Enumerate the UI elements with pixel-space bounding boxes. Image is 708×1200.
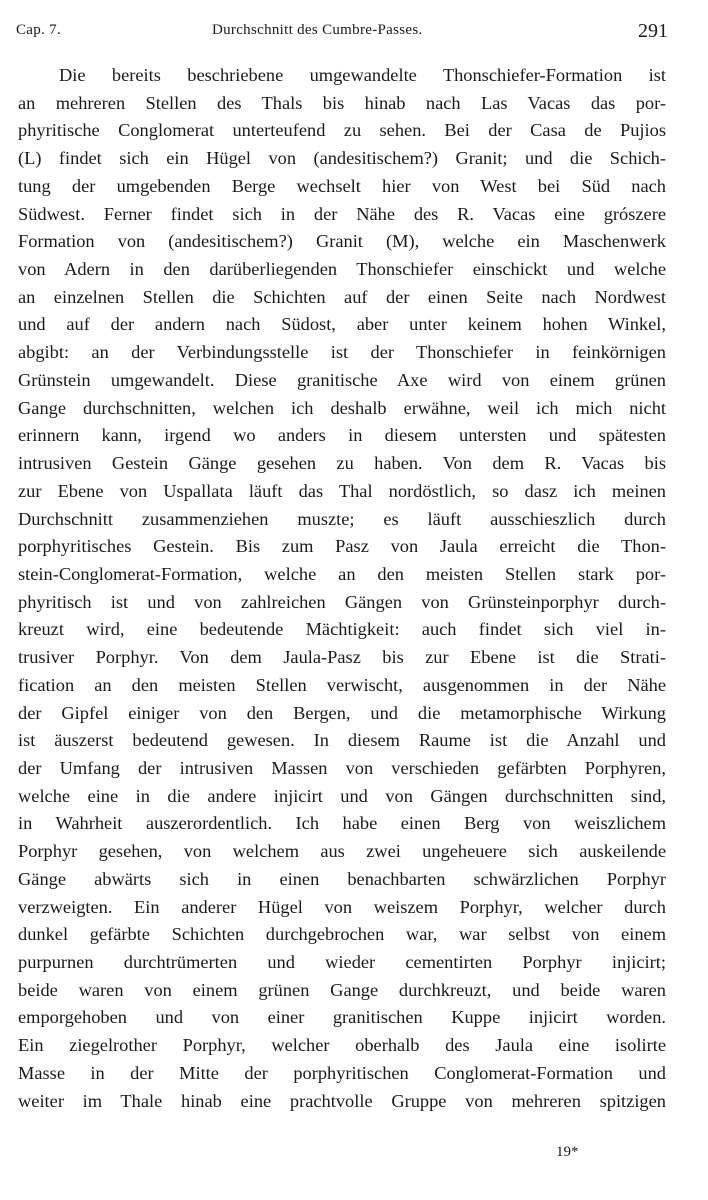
text-line: stein-Conglomerat-Formation, welche an den meisten Stellen stark por- (18, 563, 666, 584)
text-line: trusiver Porphyr. Von dem Jaula-Pasz bis zur Ebene ist die Strati- (18, 647, 666, 668)
text-line: Gänge abwärts sich in einen benachbarten schwärzlichen Porphyr (18, 868, 666, 889)
page-number: 291 (638, 20, 668, 42)
text-line: (L) findet sich ein Hügel von (andesitischem?) Granit; und die Schich- (18, 148, 666, 169)
text-line: fication an den meisten Stellen verwischt, ausgenommen in der Nähe (18, 674, 666, 695)
text-line: verzweigten. Ein anderer Hügel von weiszem Porphyr, welcher durch (18, 896, 666, 917)
text-line: Die bereits beschriebene umgewandelte Thonschiefer-Formation ist (59, 65, 666, 85)
text-line: Südwest. Ferner findet sich in der Nähe des R. Vacas eine grószere (18, 203, 666, 224)
text-line: intrusiven Gestein Gänge gesehen zu haben. Von dem R. Vacas bis (18, 453, 666, 474)
text-line: phyritisch ist und von zahlreichen Gängen von Grünsteinporphyr durch- (18, 591, 666, 612)
text-line: porphyritisches Gestein. Bis zum Pasz von Jaula erreicht die Thon- (18, 536, 666, 557)
text-line: in Wahrheit auszerordentlich. Ich habe einen Berg von weiszlichem (18, 813, 666, 834)
text-line: phyritische Conglomerat unterteufend zu sehen. Bei der Casa de Pujios (18, 120, 666, 141)
text-line: und auf der andern nach Südost, aber unter keinem hohen Winkel, (18, 314, 666, 335)
running-title: Durchschnitt des Cumbre-Passes. (212, 22, 423, 38)
text-line: Durchschnitt zusammenziehen muszte; es läuft ausschieszlich durch (18, 508, 666, 529)
running-head (16, 20, 668, 52)
text-line: kreuzt wird, eine bedeutende Mächtigkeit: auch findet sich viel in- (18, 619, 666, 640)
text-line: abgibt: an der Verbindungsstelle ist der Thonschiefer in feinkörnigen (18, 342, 666, 363)
text-line: welche eine in die andere injicirt und von Gängen durchschnitten sind, (18, 785, 666, 806)
text-line: ist äuszerst bedeutend gewesen. In diesem Raume ist die Anzahl und (18, 730, 666, 751)
text-line: Ein ziegelrother Porphyr, welcher oberhalb des Jaula eine isolirte (18, 1035, 666, 1056)
text-line: Porphyr gesehen, von welchem aus zwei ungeheuere sich auskeilende (18, 841, 666, 862)
chapter-label: Cap. 7. (16, 22, 62, 38)
text-line: Formation von (andesitischem?) Granit (M), welche ein Maschenwerk (18, 231, 666, 252)
text-line: Gange durchschnitten, welchen ich deshalb erwähne, weil ich mich nicht (18, 397, 666, 418)
printer-signature: 19* (556, 1144, 579, 1160)
text-line: weiter im Thale hinab eine prachtvolle Gruppe von mehreren spitzigen (18, 1090, 666, 1111)
text-line: beide waren von einem grünen Gange durchkreuzt, und beide waren (18, 979, 666, 1000)
text-line: tung der umgebenden Berge wechselt hier von West bei Süd nach (18, 175, 666, 196)
text-line: zur Ebene von Uspallata läuft das Thal nordöstlich, so dasz ich meinen (18, 480, 666, 501)
body-text (18, 62, 666, 1115)
text-line: Grünstein umgewandelt. Diese granitische Axe wird von einem grünen (18, 369, 666, 390)
text-line: emporgehoben und von einer granitischen Kuppe injicirt worden. (18, 1007, 666, 1028)
text-line: von Adern in den darüberliegenden Thonschiefer einschickt und welche (18, 259, 666, 280)
text-line: an mehreren Stellen des Thals bis hinab nach Las Vacas das por- (18, 92, 666, 113)
text-line: dunkel gefärbte Schichten durchgebrochen war, war selbst von einem (18, 924, 666, 945)
text-line: erinnern kann, irgend wo anders in diesem untersten und spätesten (18, 425, 666, 446)
text-line: purpurnen durchtrümerten und wieder cementirten Porphyr injicirt; (18, 952, 666, 972)
text-line: Masse in der Mitte der porphyritischen Conglomerat-Formation und (18, 1062, 666, 1083)
text-line: der Umfang der intrusiven Massen von verschieden gefärbten Porphyren, (18, 757, 666, 778)
text-line: an einzelnen Stellen die Schichten auf der einen Seite nach Nordwest (18, 286, 666, 307)
text-line: der Gipfel einiger von den Bergen, und die metamorphische Wirkung (18, 702, 666, 723)
